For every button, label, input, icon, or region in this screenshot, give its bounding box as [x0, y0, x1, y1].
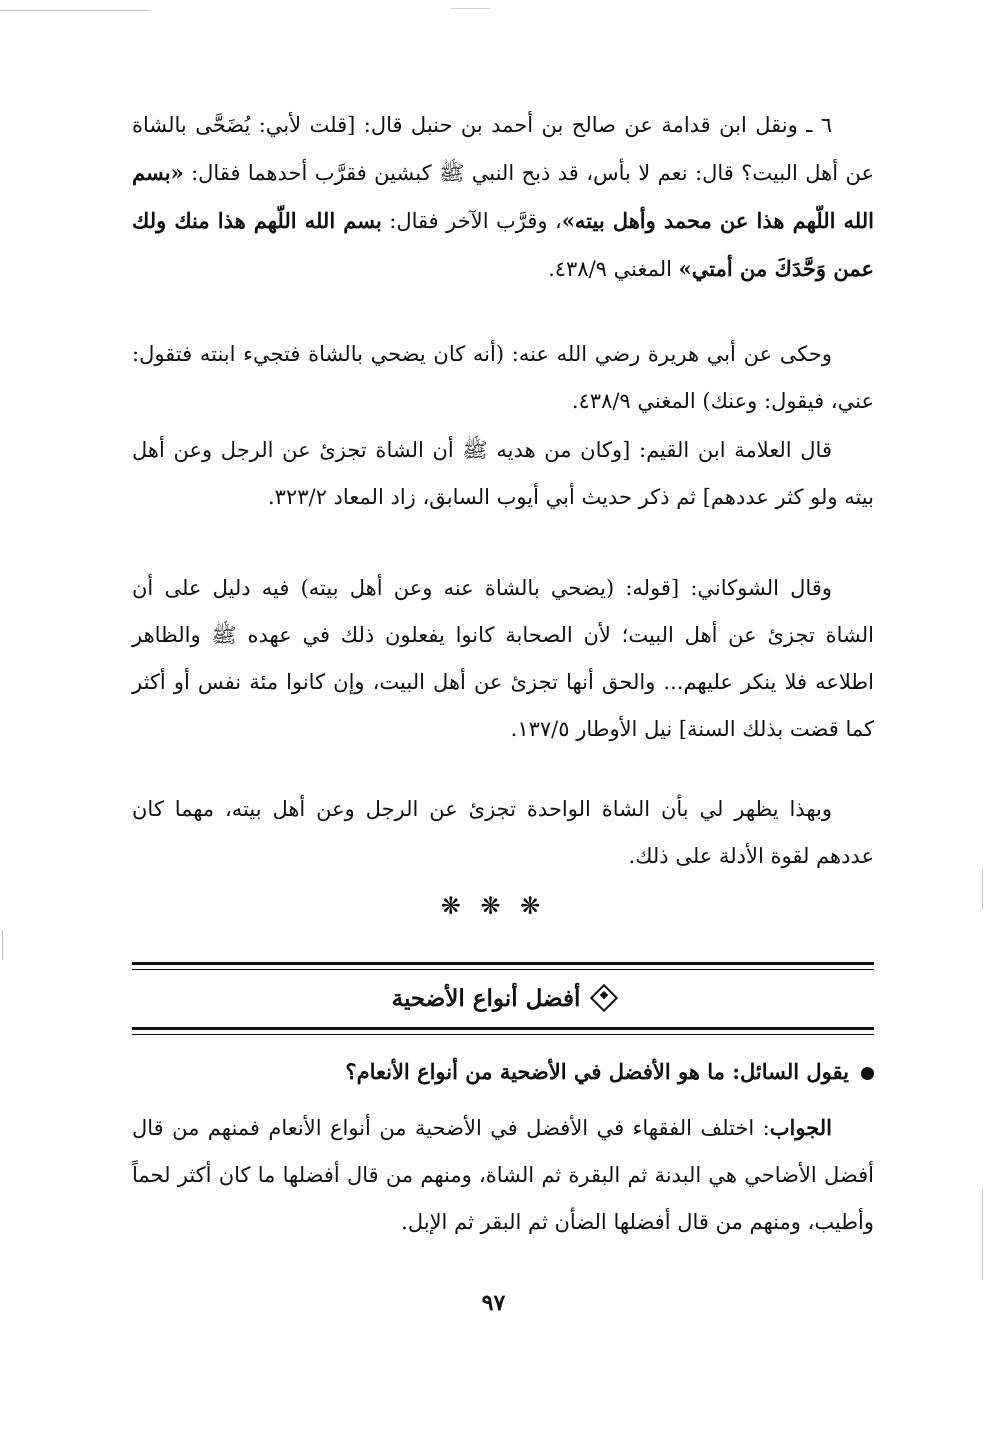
scan-artifact-mark [982, 1190, 983, 1280]
answer-label: الجواب [769, 1115, 832, 1140]
scan-artifact-line [450, 8, 490, 9]
diamond-icon [590, 984, 618, 1012]
scan-artifact-mark [2, 930, 3, 960]
paragraph-text: وبهذا يظهر لي بأن الشاة الواحدة تجزئ عن الرجل وعن أهل بيته، مهما كان عددهم لقوة الأدلة على ذلك. [132, 797, 874, 868]
paragraph-conclusion [132, 786, 874, 880]
paragraph-abu-hurayra [132, 331, 874, 425]
paragraph-text: ، وقرَّب الآخر فقال: [381, 209, 562, 233]
bullet-icon [861, 1067, 874, 1080]
scan-artifact-line [0, 10, 150, 11]
answer-text: : اختلف الفقهاء في الأفضل في الأضحية من أنواع الأنعام فمنهم من قال أفضل الأضاحي هي البدنة ثم البقرة ثم الشاة، ومنهم من قال أفضلها ما كان أكثر لحماً وأطيب، ومنهم من قال أفضلها الضأن ثم البقر ثم الإبل. [132, 1116, 874, 1234]
heading-rule-top [132, 962, 874, 965]
paragraph-text: وقال الشوكاني: [قوله: (يضحي بالشاة عنه وعن أهل بيته) فيه دليل على أن الشاة تجزئ عن أهل البيت؛ لأن الصحابة كانوا يفعلون ذلك في عهده ﷺ والظاهر اطلاعه فلا ينكر عليهم... والحق أنها تجزئ عن أهل البيت، وإن كانوا مئة نفس أو أكثر كما قضت بذلك السنة] نيل الأوطار ١٣٧/٥. [132, 576, 874, 741]
hadith-quote: «بسم الله اللّهم هذا عن محمد وأهل بيته» [132, 160, 874, 233]
citation-text: المغني ٤٣٨/٩. [548, 257, 679, 281]
paragraph-ibn-qudama [132, 102, 874, 293]
heading-rule-bottom-thin [132, 1034, 874, 1035]
paragraph-answer [132, 1104, 874, 1246]
section-title-text: أفضل أنواع الأضحية [391, 985, 581, 1012]
question-line [132, 1048, 874, 1095]
heading-rule-top-thin [132, 969, 874, 970]
paragraph-shawkani [132, 565, 874, 753]
paragraph-text: وحكى عن أبي هريرة رضي الله عنه: (أنه كان يضحي بالشاة فتجيء ابنته فتقول: عني، فيقول: وعنك) المغني ٤٣٨/٩. [132, 342, 874, 413]
heading-rule-bottom [132, 1027, 874, 1030]
hadith-quote: بسم الله اللّهم هذا منك ولك عمن وَحَّدَكَ من أمتي» [132, 208, 874, 281]
paragraph-ibn-alqayyim [132, 427, 874, 521]
page-number: ٩٧ [481, 1290, 506, 1316]
question-text: يقول السائل: ما هو الأفضل في الأضحية من أنواع الأنعام؟ [345, 1059, 849, 1084]
paragraph-text: ٦ ـ ونقل ابن قدامة عن صالح بن أحمد بن حنبل قال: [قلت لأبي: يُضَحَّى بالشاة عن أهل البيت؟ قال: نعم لا بأس، قد ذبح النبي ﷺ كبشين فقرَّب أحدهما فقال: [132, 113, 874, 185]
paragraph-text: قال العلامة ابن القيم: [وكان من هديه ﷺ أن الشاة تجزئ عن الرجل وعن أهل بيته ولو كثر عددهم] ثم ذكر حديث أبي أيوب السابق، زاد المعاد ٣٢٣/٢. [132, 438, 874, 509]
section-separator: ❋ ❋ ❋ [440, 892, 547, 920]
section-heading [132, 977, 874, 1021]
